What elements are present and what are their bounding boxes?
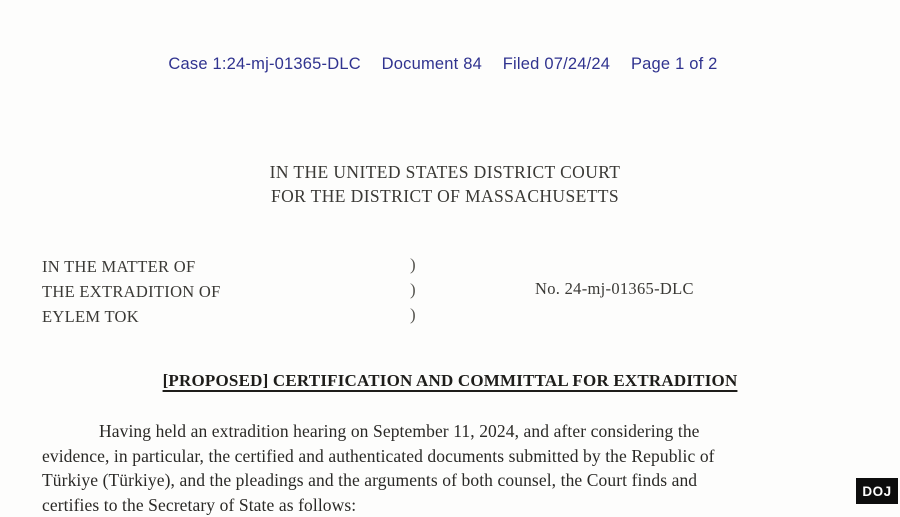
- stamp-case-number: Case 1:24-mj-01365-DLC: [168, 55, 360, 73]
- court-heading-line2: FOR THE DISTRICT OF MASSACHUSETTS: [0, 184, 890, 208]
- body-line: evidence, in particular, the certified and authenticated documents submitted by the Republic of: [42, 444, 862, 469]
- body-line: Having held an extradition hearing on September 11, 2024, and after considering the: [42, 419, 862, 444]
- caption-paren: ): [410, 252, 416, 277]
- caption-party-line: THE EXTRADITION OF: [42, 279, 221, 304]
- stamp-filed-date: Filed 07/24/24: [503, 55, 610, 73]
- doj-watermark-label: DOJ: [862, 484, 891, 499]
- body-line: certifies to the Secretary of State as follows:: [42, 493, 862, 517]
- body-paragraph: [42, 419, 862, 517]
- stamp-page-number: Page 1 of 2: [631, 55, 718, 73]
- stamp-document-number: Document 84: [382, 55, 482, 73]
- caption-paren: ): [410, 302, 416, 327]
- caption-case-number: No. 24-mj-01365-DLC: [535, 279, 694, 299]
- document-title: [0, 371, 900, 391]
- doj-watermark-badge: [856, 478, 898, 504]
- court-heading: [0, 160, 890, 208]
- caption-paren-column: [410, 252, 416, 327]
- court-heading-line1: IN THE UNITED STATES DISTRICT COURT: [0, 160, 890, 184]
- caption-party-block: [42, 254, 221, 329]
- document-title-text: [PROPOSED] CERTIFICATION AND COMMITTAL FOR EXTRADITION: [163, 371, 738, 390]
- caption-paren: ): [410, 277, 416, 302]
- caption-party-line: EYLEM TOK: [42, 304, 221, 329]
- body-line: Türkiye (Türkiye), and the pleadings and the arguments of both counsel, the Court finds and: [42, 468, 862, 493]
- ecf-filing-stamp: [0, 55, 886, 74]
- caption-party-line: IN THE MATTER OF: [42, 254, 221, 279]
